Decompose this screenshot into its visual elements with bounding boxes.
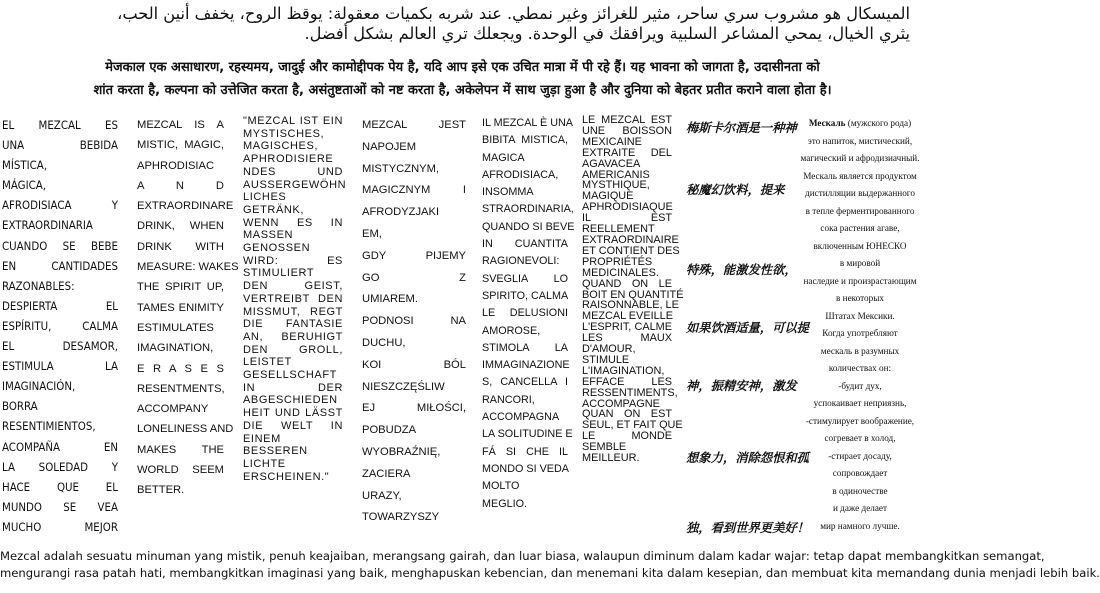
column-line: WIRD: ES [243,254,343,267]
russian-line-text: Мескаль является продуктом [803,170,917,181]
column-line: GETRÄNK, [243,203,305,216]
column-line: EXTRAORDINARE [137,200,234,213]
chinese-line: 想象力，消除怨恨和孤 [686,451,809,465]
column-line: RESSENTIMENTS, [582,386,678,399]
column-line: QUAN ON EST [582,408,672,421]
arabic-paragraph [30,4,910,44]
column-line: RAZONABLES: [2,278,75,293]
column-line: SPIRITO, CALMA [482,289,569,302]
column-line: MAGIQUE [582,190,634,203]
column-line: ESTIMULA LA [2,359,118,374]
russian-line [790,378,930,396]
column-line: BETTER. [137,484,185,497]
column-line: BORRA [2,399,38,414]
column-line: MEGLIO. [482,497,527,510]
column-line: EXTRAITE DEL [582,146,672,159]
russian-line-text: -стимулирует воображение, [805,415,915,426]
column-line: EFFACE LES [582,375,672,388]
column-line: HEIT UND LÄSST [243,407,343,420]
column-line: L'IMAGINATION, [582,364,665,377]
russian-line-text: в тепле ферментированного [805,205,915,216]
russian-line-text: Когда употребляют [822,328,898,338]
hindi-paragraph [10,56,915,102]
column-line: NIESZCZĘŚLIW [362,380,445,393]
column-line: HACE QUE EL [2,479,118,494]
column-line: GDY PIJEMY [362,249,466,262]
chinese-line: 如果饮酒适量，可以提 [686,321,809,335]
column-line: LES MAUX [582,332,672,345]
arabic-line: يثري الخيال، يمحي المشاعر السلبية ويرافقك في الوحدة. ويجعلك تري العالم بشكل أفضل. [304,24,910,43]
column-line: GESELLSCHAFT [243,369,338,382]
column-line: GO Z [362,271,466,284]
column-line: SEUL, ET FAIT QUE [582,419,683,432]
column-line: IN CUANTITA [482,238,568,251]
column-line: QUAND ON LE [582,277,672,290]
spanish-column [2,115,118,537]
russian-line [790,448,930,466]
column-line: AFRODISIACA, [482,168,559,181]
column-line: BOIT EN QUANTITÉ [582,288,684,301]
column-line: SEMBLE [582,441,627,454]
column-line: MÍSTICA, [2,158,48,173]
column-line: NAPOJEM [362,140,417,153]
column-line: RAISONNABLE, LE [582,299,679,312]
column-line: LE MEZCAL EST [582,114,672,126]
column-line: UMIAREM. [362,293,418,306]
column-line: KOI BÓL [362,358,466,371]
column-line: IN DER [243,381,343,394]
column-line: ERSCHEINEN." [243,470,330,483]
column-line: DIE FANTASIE [243,318,343,331]
column-line: LE MONDE [582,430,672,443]
russian-column [790,115,930,535]
russian-line [790,465,930,483]
column-line: WYOBRAŹNIĘ, [362,445,441,458]
column-line: APHRODISIAQUE [582,201,673,214]
russian-line [790,290,930,308]
column-line: AGAVACEA [582,157,641,170]
column-line: PODNOSI NA [362,315,466,328]
column-line: LICHES [243,191,287,204]
russian-line [790,133,930,151]
column-line: LA SOLITUDINE E [482,428,573,441]
chinese-line: 梅斯卡尔酒是一种神 [686,121,797,135]
russian-line-text: дистилляции выдержанного [805,188,915,198]
russian-line [790,238,930,256]
russian-line-text: это напиток, мистический, [807,135,913,146]
column-line: AFRODYZJAKI [362,206,440,219]
column-line: MEASURE: WAKES [137,261,239,274]
column-line: ACCOMPAGNA [482,411,560,424]
russian-line [790,430,930,448]
column-line: DEN GROLL, [243,343,343,356]
russian-line-text: в одиночестве [832,485,888,496]
column-line: GENOSSEN [243,242,311,255]
russian-line-text: включенным ЮНЕСКО [813,240,907,251]
column-line: STIMULE [582,353,630,366]
column-line: E R A S E S [137,362,224,375]
column-line: BESSEREN [243,445,308,458]
russian-line-text: магический и афродизиачный. [800,153,920,163]
column-line: MAKES THE [137,443,224,456]
polish-column [362,115,466,529]
column-line: DUCHU, [362,336,406,349]
column-line: LONELINESS AND [137,423,234,436]
column-line: LEISTET [243,356,292,369]
column-line: EINEM [243,432,281,445]
chinese-line: 神，振精安神，激发 [686,379,797,393]
russian-line-text: наследие и произрастающим [803,275,917,286]
column-line: QUANDO SI BEVE [482,220,575,233]
russian-line [790,395,930,413]
column-line: MASSEN [243,229,294,242]
column-line: WENN ES IN [243,216,343,229]
column-line: MÁGICA, [2,178,47,193]
column-line: SVEGLIA LO [482,272,568,285]
column-line: DIE WELT IN [243,419,343,432]
column-line: PROPRIÉTÉS [582,255,653,268]
russian-line [790,413,930,431]
russian-line-text: и даже делает [832,503,888,513]
column-line: MISTYCZNYM, [362,162,440,175]
column-line: A N D [137,179,224,192]
indonesian-line: Mezcal adalah sesuatu minuman yang mistik, penuh keajaiban, merangsang gairah, dan luar biasa, walaupun diminum dalam kadar wajar: tetap dapat membangkitkan semangat, [0,549,1045,563]
column-line: EJ MIŁOŚCI, [362,402,466,415]
column-line: AFRODISIACA Y [2,198,118,213]
column-line: IMAGINATION, [137,342,214,355]
column-line: INSOMMA [482,186,534,199]
column-line: ESPÍRITU, CALMA [2,318,118,333]
column-line: MEXICAINE [582,135,642,148]
hindi-line: शांत करता है, कल्पना को उत्तेजित करता है, असंतुष्टताओं को नष्ट करता है, अकेलेपन में साथ जुड़ा हुआ है और दुनिया को बेहतर प्रतीत कराने वाला होता है। [93,83,832,98]
russian-line [790,115,930,133]
column-line: STIMOLA LA [482,341,568,354]
hindi-line: मेजकाल एक असाधारण, रहस्यमय, जादुई और कामोद्दीपक पेय है, यदि आप इसे एक उचित मात्रा में पी रहे हैं। यह भावना को जागता है, उदासीनता को [105,60,820,75]
russian-line-text: -будит дух, [838,380,882,391]
column-line: MONDO SI VEDA [482,462,569,475]
column-line: MYSTHIQUE, [582,179,650,192]
column-line: S, CANCELLA I [482,376,568,389]
column-line: EXTRAORDINARIA [2,218,93,233]
french-column [582,114,684,465]
column-line: STRAORDINARIA, [482,203,574,216]
column-line: MISSMUT, REGT [243,305,343,318]
chinese-line: 独，看到世界更美好！ [686,521,809,535]
chinese-line: 秘魔幻饮料，提来 [686,183,785,197]
russian-line [790,360,930,378]
russian-line [790,518,930,536]
column-line: EL DESAMOR, [2,339,118,354]
column-line: AUSSERGEWÖHN [243,178,347,191]
column-line: DRINK, WHEN [137,220,224,233]
russian-line-text: мир намного лучше. [820,520,900,531]
column-line: MAGISCHES, [243,140,319,153]
column-line: NDES UND [243,165,343,178]
column-line: STIMULIERT [243,267,315,280]
russian-line-text: Штатах Мексики. [825,310,895,321]
russian-line [790,185,930,203]
column-line: ACCOMPAGNE [582,397,660,410]
column-line: CUANDO SE BEBE [2,238,118,253]
column-line: L'ESPRIT, CALME [582,321,672,334]
column-line: VERTREIBT DEN [243,292,343,305]
column-line: EL MEZCAL ES [2,118,118,132]
russian-line [790,483,930,501]
column-line: MEZCAL JEST [362,119,466,131]
column-line: MEDICINALES. [582,266,659,279]
russian-line-text: в мировой [839,258,881,268]
column-line: POBUDZA [362,424,417,437]
column-line: ET CONTIENT DES [582,244,680,257]
column-line: BIBITA MISTICA, [482,134,568,147]
russian-line [790,273,930,291]
russian-line-text: мескаль в разумных [820,345,900,356]
column-line: UNA BEBIDA [2,138,118,153]
column-line: EM, [362,227,382,240]
italian-column [482,115,575,513]
russian-line-text: количествах он: [828,363,892,373]
column-line: IMMAGINAZIONE [482,359,570,372]
column-line: MUCHO MEJOR [2,519,118,534]
column-line: MAGICA [482,151,525,164]
column-line: TAMES ENIMITY [137,301,224,314]
column-line: AMOROSE, [482,324,541,337]
russian-line [790,150,930,168]
column-line: ESTIMULATES [137,321,214,334]
column-line: UNE BOISSON [582,124,672,137]
column-line: RESENTMENTS, [137,382,225,395]
english-column [137,115,239,501]
russian-line [790,308,930,326]
russian-line [790,500,930,518]
column-line: MAGICZNYM I [362,184,466,197]
russian-line-text: успокаивает неприязнь, [813,398,907,408]
column-line: MEZCAL EVEILLE [582,310,673,323]
column-line: REELLEMENT [582,223,655,236]
column-line: RESENTIMIENTOS, [2,419,96,434]
column-line: IL EST [582,212,672,225]
russian-line [790,203,930,221]
column-line: APHRODISIERE [243,153,334,166]
russian-line [790,168,930,186]
russian-line [790,220,930,238]
russian-line-text: сока растения агаве, [820,223,900,233]
column-line: MYSTISCHES, [243,127,325,140]
column-line: ACOMPAÑA EN [2,439,118,454]
column-line: MEILLEUR. [582,452,640,465]
indonesian-line: mengurangi rasa patah hati, membangkitkan imaginasi yang baik, menghapuskan kebencian, dan menemani kita dalam kesepian, dan membuat kita memandang dunia menjadi lebih baik. [0,566,1100,580]
column-line: DRINK WITH [137,240,224,253]
column-line: EN CANTIDADES [2,258,118,273]
column-line: "MEZCAL IST EIN [243,115,343,127]
russian-line-text: (мужского рода) [845,118,912,128]
column-line: IL MEZCAL È UNA [482,117,573,129]
chinese-line: 特殊，能激发性欲， [686,263,797,277]
column-line: FÁ SI CHE IL [482,445,568,458]
column-line: LICHTE [243,457,286,470]
russian-line [790,325,930,343]
column-line: ABGESCHIEDEN [243,394,338,407]
column-line: MEZCAL IS A [137,119,224,131]
column-line: ACCOMPANY [137,403,209,416]
arabic-line: الميسكال هو مشروب سري ساحر، مثير للغرائز وغير نمطي. عند شربه بكميات معقولة: يوقظ الروح، يخفف أنين الحب، [117,4,910,23]
column-line: ZACIERA [362,467,411,480]
column-line: TOWARZYSZY [362,511,440,524]
column-line: WORLD SEEM [137,464,224,477]
russian-line-text: в некоторых [836,293,884,303]
russian-line [790,343,930,361]
russian-line-text: сопровождает [832,468,888,478]
column-line: IMAGINACIÓN, [2,379,76,394]
indonesian-paragraph [0,548,1100,582]
column-line: AMERICANIS [582,168,650,181]
column-line: LE DELUSIONI [482,307,568,320]
column-line: RAGIONEVOLI: [482,255,560,268]
column-line: DEN GEIST, [243,280,343,293]
russian-line [790,255,930,273]
russian-title-word: Мескаль [808,118,846,128]
russian-line-text: согревает в холод, [824,433,896,443]
column-line: MUNDO SE VEA [2,499,118,514]
column-line: LA SOLEDAD Y [2,459,118,474]
german-column [243,115,347,483]
column-line: MISTIC, MAGIC, [137,139,224,152]
column-line: EXTRAORDINAIRE [582,233,679,246]
russian-line-text: -стирает досаду, [828,450,892,461]
column-line: DESPIERTA EL [2,298,118,313]
column-line: RANCORI, [482,393,535,406]
column-line: THE SPIRIT UP, [137,281,224,294]
column-line: MOLTO [482,480,520,493]
column-line: URAZY, [362,489,402,502]
column-line: D'AMOUR, [582,343,636,356]
column-line: AN, BERUHIGT [243,330,343,343]
column-line: APHRODISIAC [137,159,215,172]
